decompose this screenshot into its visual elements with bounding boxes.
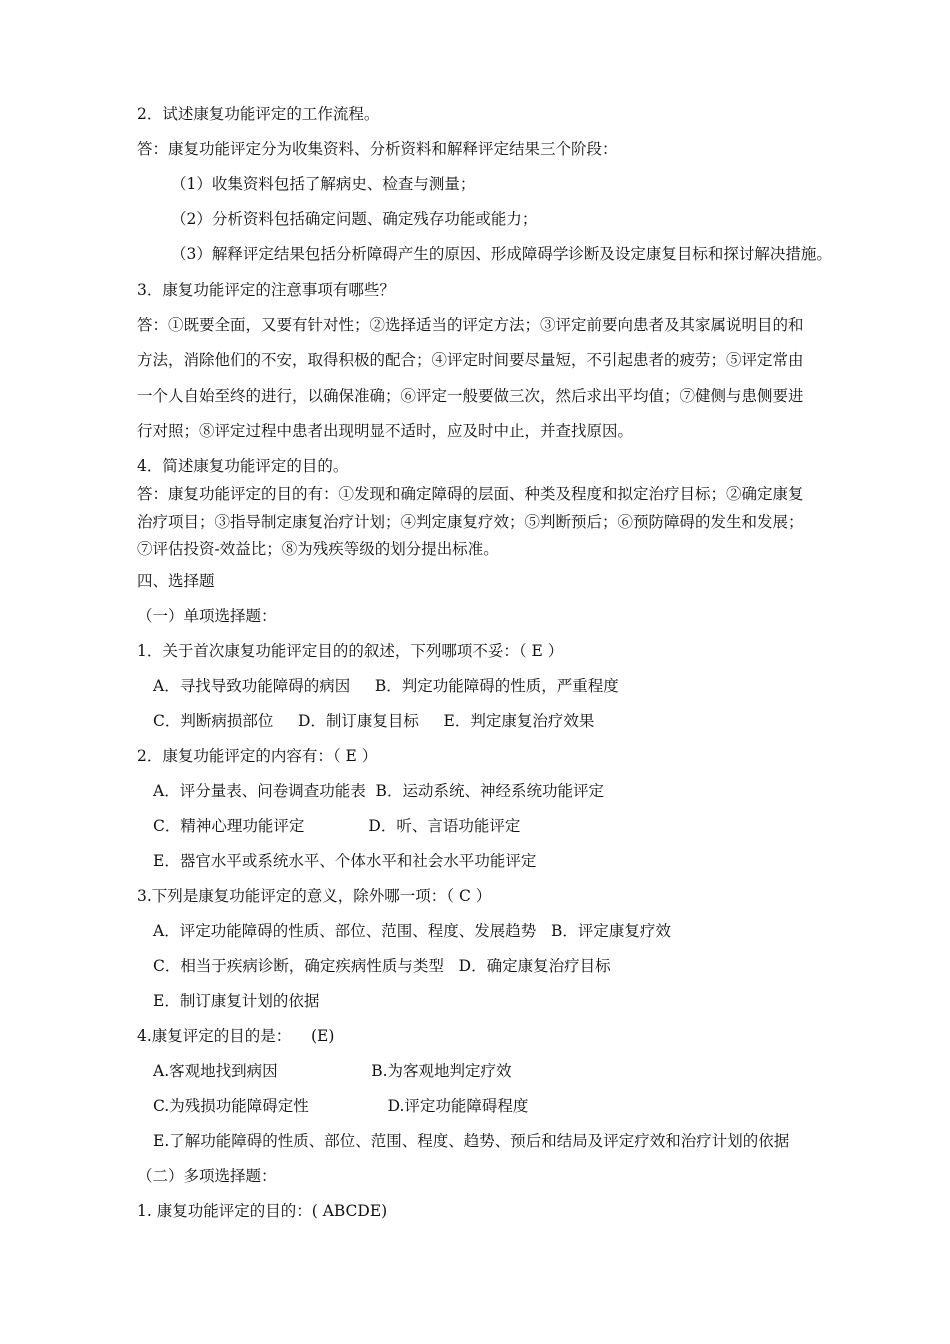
mc2-options-3: E．器官水平或系统水平、个体水平和社会水平功能评定 [153,852,537,870]
q4-title: 4．简述康复功能评定的目的。 [137,457,349,475]
mc3-options-3: E．制订康复计划的依据 [153,992,320,1010]
mc4-options-1: A.客观地找到病因 B.为客观地判定疗效 [153,1062,512,1080]
part4-title: 四、选择题 [137,572,215,590]
q4-answer-line-3: ⑦评估投资-效益比；⑧为残疾等级的划分提出标准。 [137,540,499,558]
mc4-options-2: C.为残损功能障碍定性 D.评定功能障碍程度 [153,1097,529,1115]
q3-answer-line-2: 方法，消除他们的不安，取得积极的配合；④评定时间要尽量短，不引起患者的疲劳；⑤评定常由 [137,351,804,369]
single-choice-title: （一）单项选择题： [137,607,277,625]
mc3-options-2: C．相当于疾病诊断，确定疾病性质与类型 D．确定康复治疗目标 [153,957,611,975]
q3-answer-line-3: 一个人自始至终的进行，以确保准确；⑥评定一般要做三次，然后求出平均值；⑦健侧与患侧要进 [137,387,804,405]
mc1-options-2: C．判断病损部位 D．制订康复目标 E．判定康复治疗效果 [153,712,595,730]
q2-title: 2．试述康复功能评定的工作流程。 [137,105,380,123]
q4-answer-line-2: 治疗项目；③指导制定康复治疗计划；④判定康复疗效；⑤判断预后；⑥预防障碍的发生和发展； [137,513,804,531]
q2-step-3: （3）解释评定结果包括分析障碍产生的原因、形成障碍学诊断及设定康复目标和探讨解决措施。 [171,245,832,263]
mc2-stem: 2．康复功能评定的内容有：（ E ） [137,747,378,765]
mc3-options-1: A．评定功能障碍的性质、部位、范围、程度、发展趋势 B．评定康复疗效 [153,922,671,940]
mc4-stem: 4.康复评定的目的是： (E) [137,1027,335,1045]
q2-answer: 答：康复功能评定分为收集资料、分析资料和解释评定结果三个阶段： [137,140,618,158]
multi-choice-title: （二）多项选择题： [137,1167,277,1185]
mc1-options-1: A．寻找导致功能障碍的病因 B．判定功能障碍的性质，严重程度 [153,677,619,695]
mc2-options-1: A．评分量表、问卷调查功能表 B．运动系统、神经系统功能评定 [153,782,604,800]
mc1-stem: 1．关于首次康复功能评定目的的叙述，下列哪项不妥：（ E ） [137,642,564,660]
q2-step-2: （2）分析资料包括确定问题、确定残存功能或能力； [171,210,538,228]
q3-answer-line-4: 行对照；⑧评定过程中患者出现明显不适时，应及时中止，并查找原因。 [137,422,634,440]
q2-step-1: （1）收集资料包括了解病史、检查与测量； [171,175,476,193]
mm1-stem: 1. 康复功能评定的目的：( ABCDE) [137,1202,388,1220]
mc2-options-2: C．精神心理功能评定 D．听、言语功能评定 [153,817,521,835]
mc4-options-3: E.了解功能障碍的性质、部位、范围、程度、趋势、预后和结局及评定疗效和治疗计划的依据 [153,1132,790,1150]
q4-answer-line-1: 答：康复功能评定的目的有：①发现和确定障碍的层面、种类及程度和拟定治疗目标；②确定康复 [137,485,804,503]
mc3-stem: 3.下列是康复功能评定的意义，除外哪一项：（ C ） [137,887,492,905]
q3-title: 3．康复功能评定的注意事项有哪些？ [137,281,395,299]
q3-answer-line-1: 答：①既要全面，又要有针对性；②选择适当的评定方法；③评定前要向患者及其家属说明目的和 [137,316,804,334]
